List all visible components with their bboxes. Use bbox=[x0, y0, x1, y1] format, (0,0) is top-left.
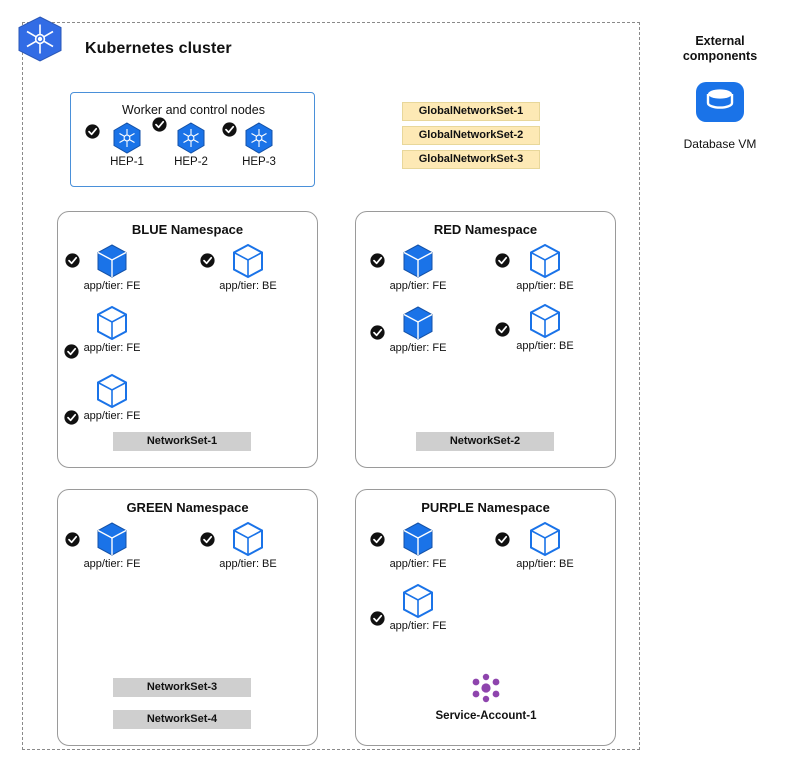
check-icon bbox=[200, 253, 215, 268]
node-label: HEP-3 bbox=[242, 156, 276, 168]
pod-label: app/tier: FE bbox=[389, 620, 447, 632]
cluster-title: Kubernetes cluster bbox=[85, 40, 232, 57]
node-hep-1[interactable] bbox=[98, 122, 156, 168]
networkset-3[interactable]: NetworkSet-3 bbox=[113, 678, 251, 697]
pod-label: app/tier: BE bbox=[516, 558, 574, 570]
database-icon bbox=[692, 76, 748, 128]
pod-icon bbox=[528, 243, 562, 279]
check-icon bbox=[64, 410, 79, 425]
nodes-box-title: Worker and control nodes bbox=[122, 103, 265, 117]
namespace-title: PURPLE Namespace bbox=[421, 500, 550, 515]
namespace-title: BLUE Namespace bbox=[131, 222, 244, 237]
pod-icon bbox=[401, 521, 435, 557]
pod-label: app/tier: FE bbox=[83, 280, 141, 292]
pod-red-be-1[interactable] bbox=[497, 243, 593, 292]
globalnetworkset-3[interactable]: GlobalNetworkSet-3 bbox=[402, 150, 540, 169]
pod-label: app/tier: BE bbox=[516, 280, 574, 292]
check-icon bbox=[200, 532, 215, 547]
check-icon bbox=[370, 253, 385, 268]
pod-icon bbox=[95, 373, 129, 409]
check-icon bbox=[495, 253, 510, 268]
networkset-4[interactable]: NetworkSet-4 bbox=[113, 710, 251, 729]
namespace-title: GREEN Namespace bbox=[126, 500, 249, 515]
pod-label: app/tier: FE bbox=[83, 342, 141, 354]
pod-icon bbox=[231, 521, 265, 557]
check-icon bbox=[65, 532, 80, 547]
database-vm-label: Database VM bbox=[683, 137, 757, 151]
namespace-title: RED Namespace bbox=[433, 222, 538, 237]
pod-icon bbox=[95, 243, 129, 279]
pod-purple-be-1[interactable] bbox=[497, 521, 593, 570]
node-label: HEP-1 bbox=[110, 156, 144, 168]
pod-label: app/tier: FE bbox=[83, 410, 141, 422]
pod-red-be-2[interactable] bbox=[497, 303, 593, 352]
check-icon bbox=[152, 117, 167, 132]
pod-icon bbox=[401, 305, 435, 341]
pod-icon bbox=[528, 303, 562, 339]
pod-label: app/tier: FE bbox=[389, 280, 447, 292]
networkset-2[interactable]: NetworkSet-2 bbox=[416, 432, 554, 451]
pod-label: app/tier: BE bbox=[219, 280, 277, 292]
pod-label: app/tier: BE bbox=[516, 340, 574, 352]
kubernetes-logo bbox=[12, 14, 68, 70]
node-label: HEP-2 bbox=[174, 156, 208, 168]
check-icon bbox=[65, 253, 80, 268]
pod-icon bbox=[95, 305, 129, 341]
external-components-title: External components bbox=[682, 34, 758, 63]
service-account-label: Service-Account-1 bbox=[435, 710, 537, 722]
database-vm[interactable] bbox=[658, 76, 782, 151]
pod-label: app/tier: BE bbox=[219, 558, 277, 570]
node-hep-2[interactable] bbox=[162, 122, 220, 168]
check-icon bbox=[370, 611, 385, 626]
globalnetworkset-2[interactable]: GlobalNetworkSet-2 bbox=[402, 126, 540, 145]
node-hep-3[interactable] bbox=[230, 122, 288, 168]
check-icon bbox=[370, 532, 385, 547]
pod-icon bbox=[95, 521, 129, 557]
check-icon bbox=[64, 344, 79, 359]
pod-icon bbox=[231, 243, 265, 279]
networkset-1[interactable]: NetworkSet-1 bbox=[113, 432, 251, 451]
pod-label: app/tier: FE bbox=[389, 342, 447, 354]
pod-icon bbox=[401, 243, 435, 279]
pod-icon bbox=[528, 521, 562, 557]
service-account-1[interactable] bbox=[416, 673, 556, 722]
node-hexagon-icon bbox=[112, 122, 142, 154]
check-icon bbox=[495, 322, 510, 337]
pod-icon bbox=[401, 583, 435, 619]
node-hexagon-icon bbox=[176, 122, 206, 154]
check-icon bbox=[85, 124, 100, 139]
pod-label: app/tier: FE bbox=[83, 558, 141, 570]
node-hexagon-icon bbox=[244, 122, 274, 154]
globalnetworkset-1[interactable]: GlobalNetworkSet-1 bbox=[402, 102, 540, 121]
check-icon bbox=[370, 325, 385, 340]
check-icon bbox=[495, 532, 510, 547]
service-account-icon bbox=[468, 673, 504, 703]
check-icon bbox=[222, 122, 237, 137]
pod-label: app/tier: FE bbox=[389, 558, 447, 570]
